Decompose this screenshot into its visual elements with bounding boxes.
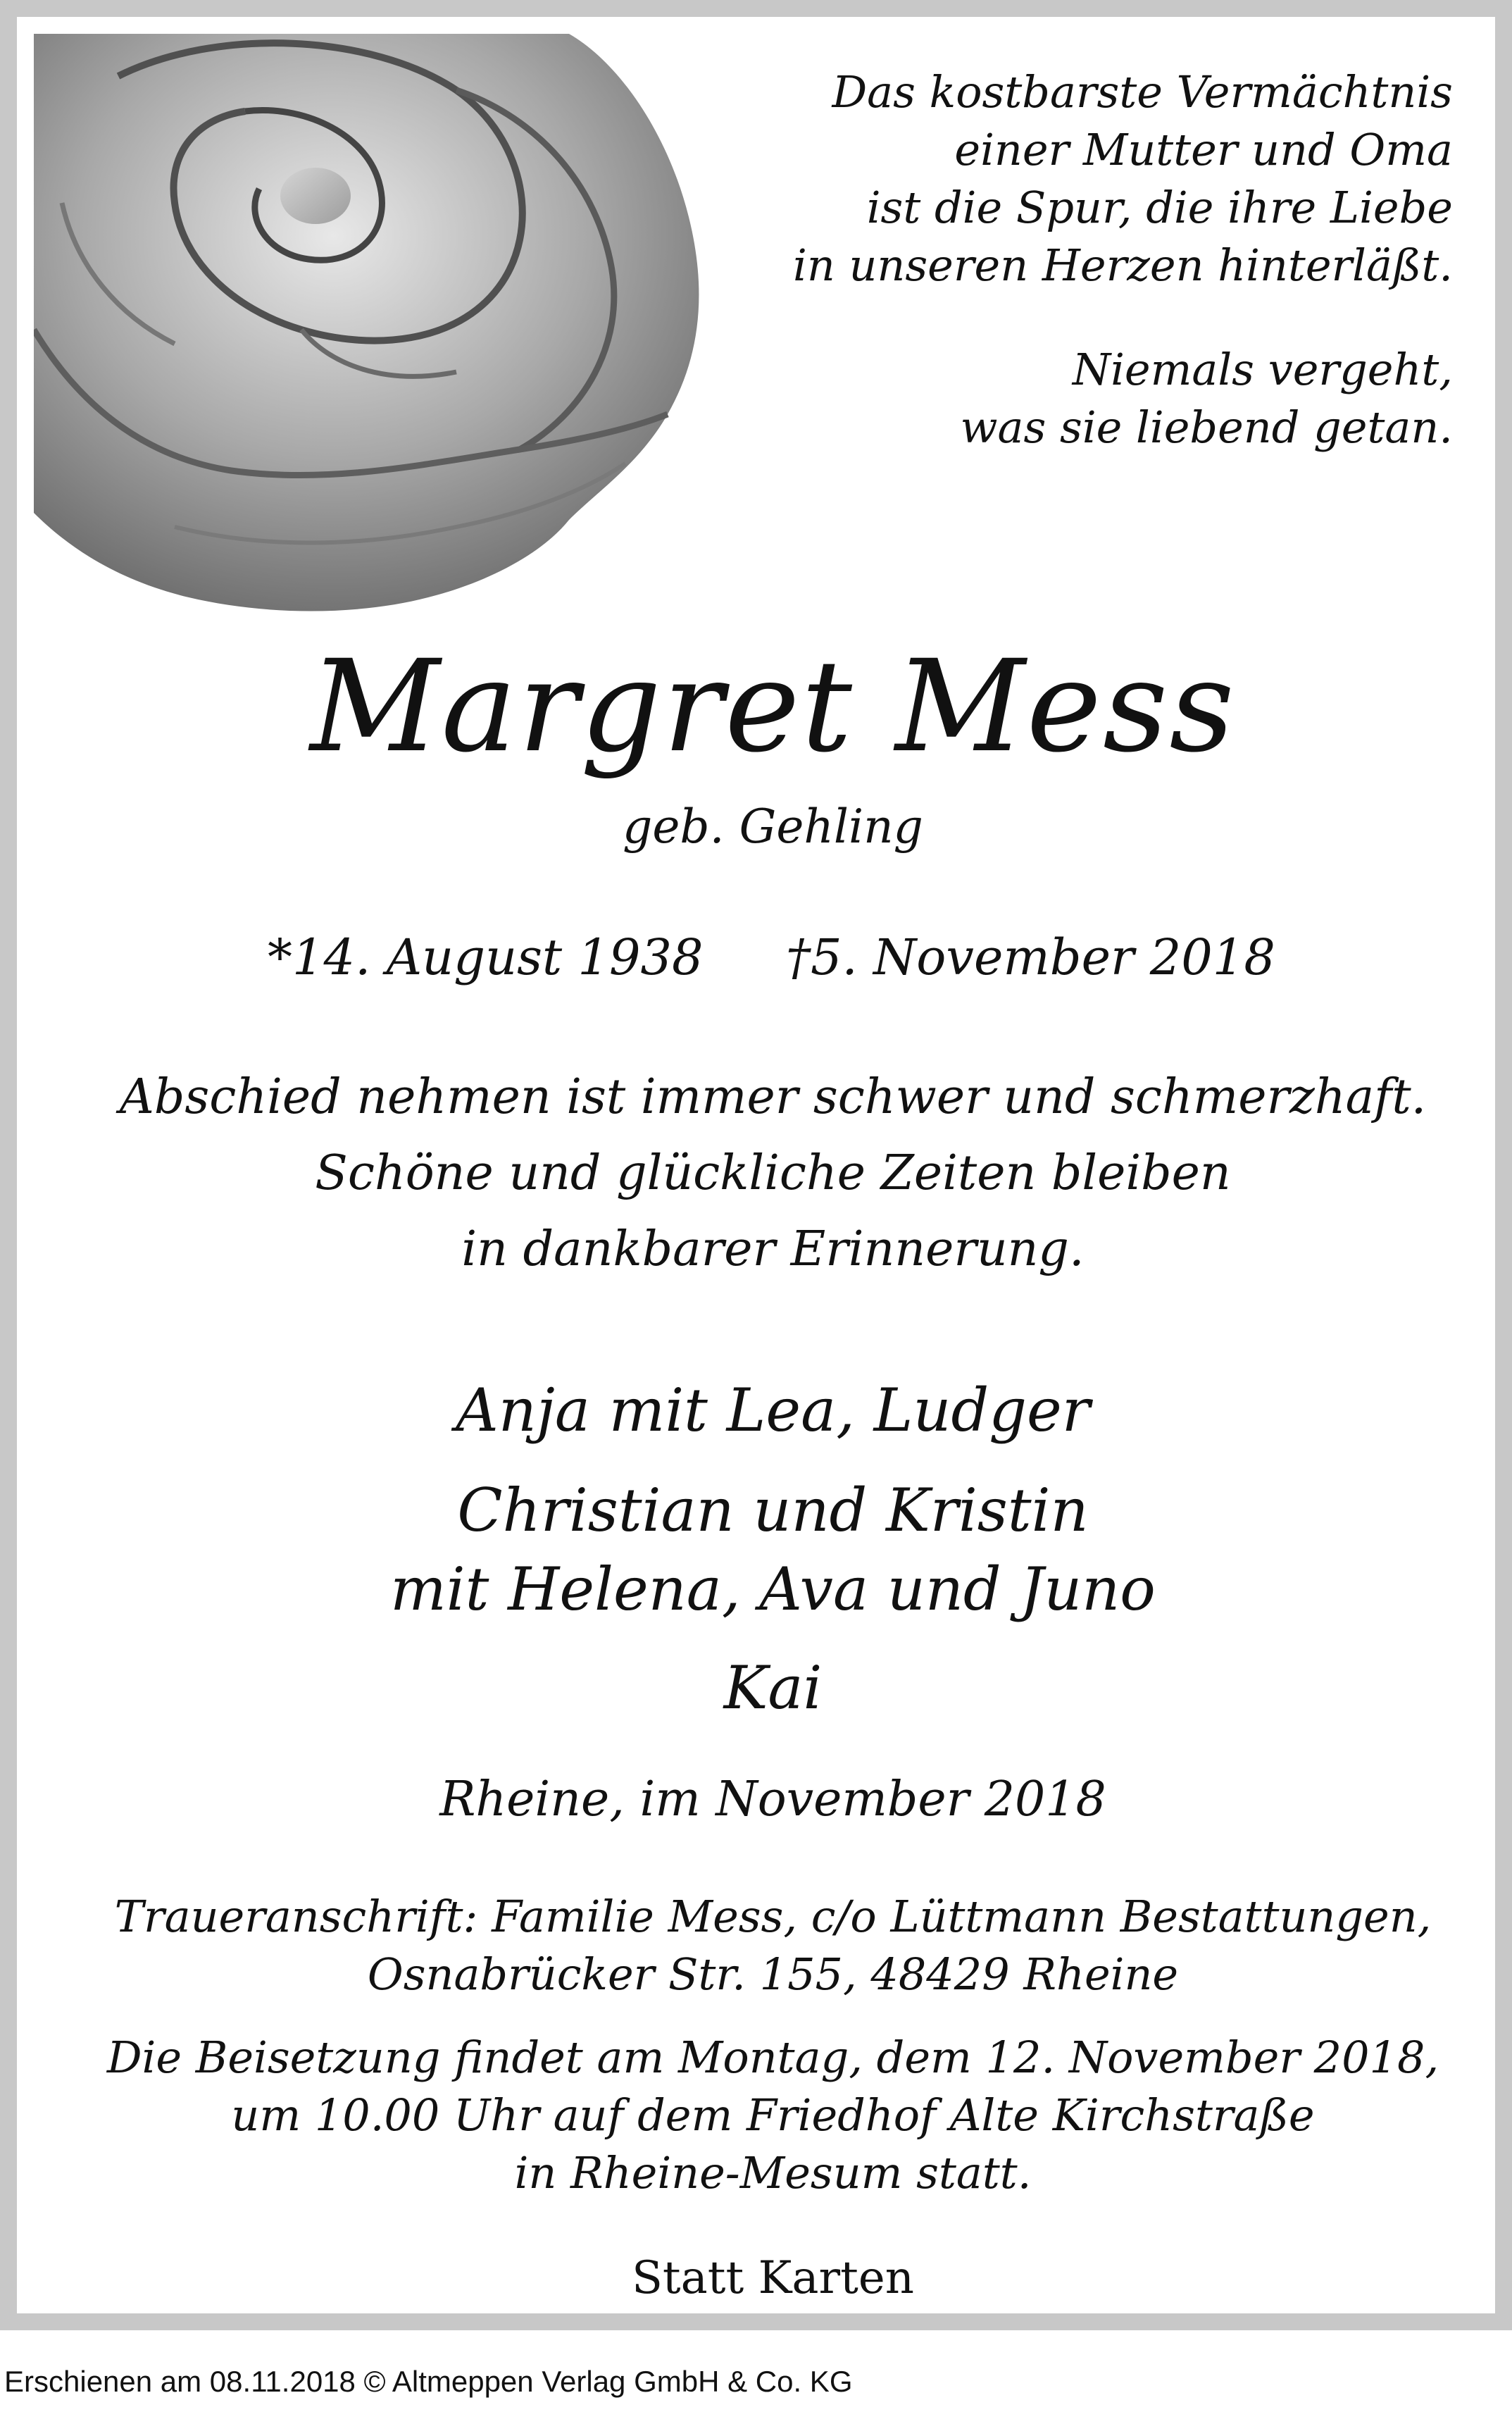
birth-date: *14. August 1938 xyxy=(268,928,704,986)
farewell-line: in dankbarer Erinnerung. xyxy=(461,1221,1085,1277)
family-line: mit Helena, Ava und Juno xyxy=(390,1555,1156,1624)
address-line: Traueranschrift: Familie Mess, c/o Lüttmann Bestattungen, xyxy=(114,1891,1432,1942)
rose-image xyxy=(34,34,710,618)
poem-line: Niemals vergeht, xyxy=(1072,344,1453,395)
poem-line: in unseren Herzen hinterläßt. xyxy=(793,240,1453,291)
place-date: Rheine, im November 2018 xyxy=(439,1772,1106,1827)
poem-line: was sie liebend getan. xyxy=(960,402,1453,453)
family-names xyxy=(34,1648,1512,1727)
family-line: Christian und Kristin xyxy=(457,1476,1089,1545)
farewell-line: Schöne und glückliche Zeiten bleiben xyxy=(315,1145,1231,1201)
poem-line: ist die Spur, die ihre Liebe xyxy=(866,182,1453,233)
mourning-address xyxy=(34,1888,1512,2003)
death-date: †5. November 2018 xyxy=(786,928,1275,986)
burial-line: um 10.00 Uhr auf dem Friedhof Alte Kirchstraße xyxy=(231,2089,1315,2141)
burial-line: in Rheine-Mesum statt. xyxy=(514,2147,1032,2199)
address-line: Osnabrücker Str. 155, 48429 Rheine xyxy=(367,1948,1179,2000)
statt-karten: Statt Karten xyxy=(632,2252,914,2304)
farewell-text xyxy=(34,1059,1512,1288)
poem-verse xyxy=(793,63,1453,294)
publication-footer: Erschienen am 08.11.2018 © Altmeppen Verlag GmbH & Co. KG xyxy=(4,2365,853,2398)
family-names xyxy=(34,1371,1512,1450)
poem-line: einer Mutter und Oma xyxy=(954,124,1453,175)
farewell-line: Abschied nehmen ist immer schwer und schmerzhaft. xyxy=(119,1069,1427,1125)
burial-line: Die Beisetzung findet am Montag, dem 12. November 2018, xyxy=(106,2032,1439,2083)
family-line: Anja mit Lea, Ludger xyxy=(456,1376,1090,1445)
poem-line: Das kostbarste Vermächtnis xyxy=(832,66,1453,118)
burial-notice xyxy=(34,2029,1512,2202)
deceased-name: Margret Mess xyxy=(310,633,1236,781)
poem-closing xyxy=(960,341,1453,456)
family-line: Kai xyxy=(723,1653,823,1722)
family-names xyxy=(34,1471,1512,1629)
maiden-name: geb. Gehling xyxy=(623,800,923,854)
